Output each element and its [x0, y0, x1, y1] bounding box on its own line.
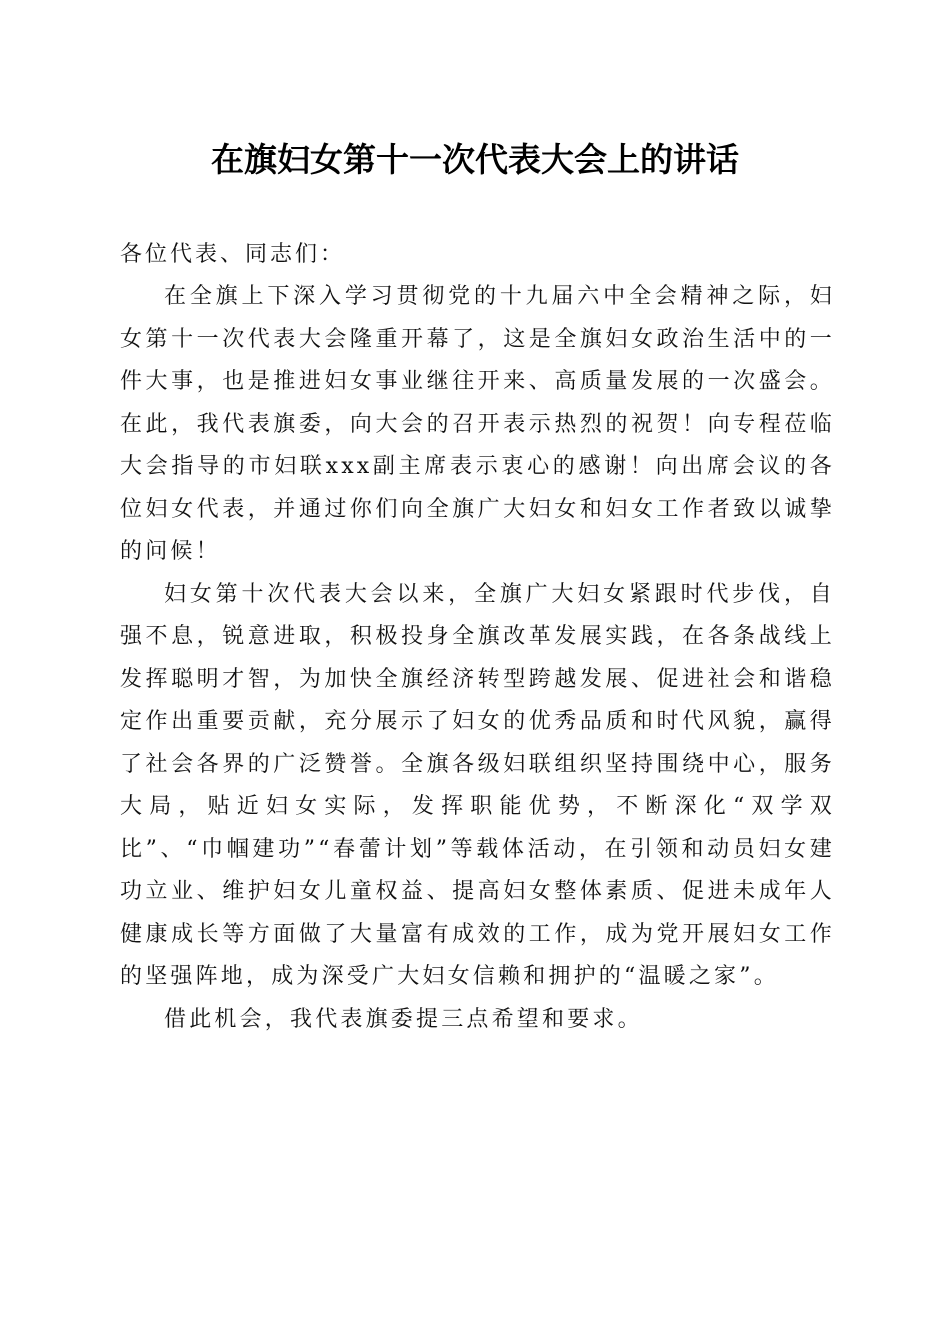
paragraph-achievements: 妇女第十次代表大会以来，全旗广大妇女紧跟时代步伐，自强不息，锐意进取，积极投身全旗改革发展实践，在各条战线上发挥聪明才智，为加快全旗经济转型跨越发展、促进社会和谐稳定作出重要贡献，充分展示了妇女的优秀品质和时代风貌，赢得了社会各界的广泛赞誉。全旗各级妇联组织坚持围绕中心，服务大局，贴近妇女实际，发挥职能优势，不断深化“双学双比”、“巾帼建功”“春蕾计划”等载体活动，在引领和动员妇女建功立业、维护妇女儿童权益、提高妇女整体素质、促进未成年人健康成长等方面做了大量富有成效的工作，成为党开展妇女工作的坚强阵地，成为深受广大妇女信赖和拥护的“温暖之家”。 — [120, 581, 835, 989]
document-body — [120, 234, 835, 1041]
paragraph-requirements-intro: 借此机会，我代表旗委提三点希望和要求。 — [164, 1006, 643, 1032]
paragraph-opening: 在全旗上下深入学习贯彻党的十九届六中全会精神之际，妇女第十一次代表大会隆重开幕了，这是全旗妇女政治生活中的一件大事，也是推进妇女事业继往开来、高质量发展的一次盛会。在此，我代表旗委，向大会的召开表示热烈的祝贺！向专程莅临大会指导的市妇联xxx副主席表示衷心的感谢！向出席会议的各位妇女代表，并通过你们向全旗广大妇女和妇女工作者致以诚挚的问候！ — [120, 284, 835, 564]
document-title: 在旗妇女第十一次代表大会上的讲话 — [211, 140, 739, 179]
salutation: 各位代表、同志们： — [120, 242, 346, 267]
